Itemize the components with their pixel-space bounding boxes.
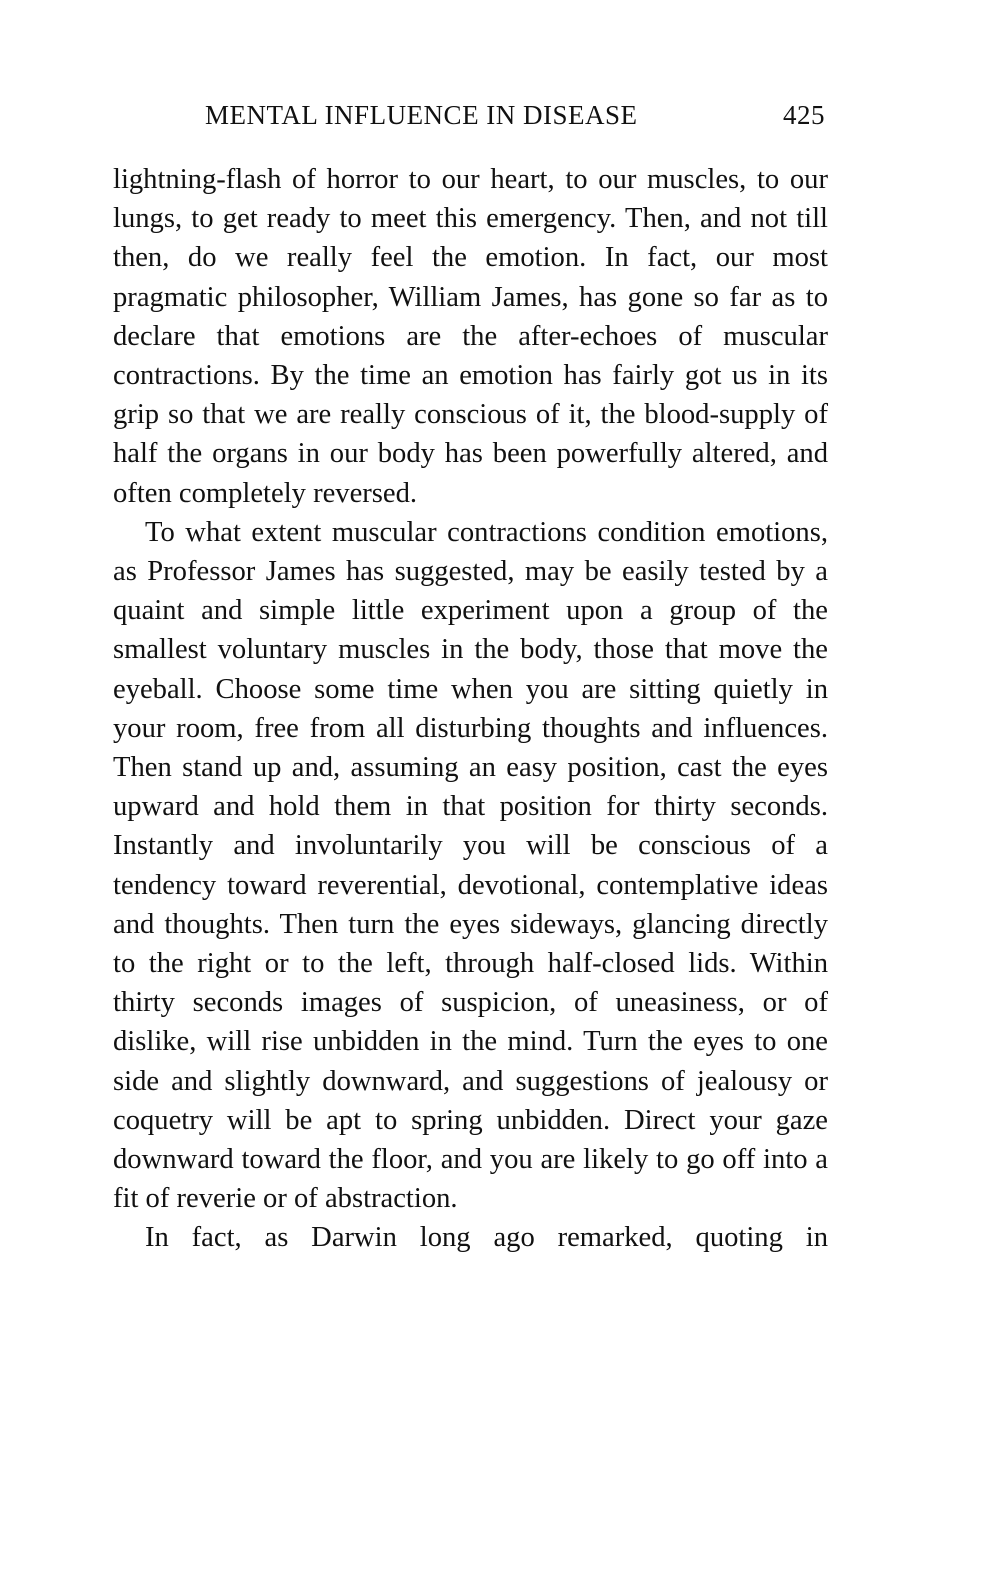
page-body: [113, 160, 828, 1258]
page-number: 425: [783, 100, 825, 130]
running-title: MENTAL INFLUENCE IN DISEASE: [205, 100, 638, 130]
paragraph: In fact, as Darwin long ago remarked, quoting in: [145, 1222, 828, 1254]
paragraph: To what extent muscular contractions condition emotions, as Professor James has suggested, may be easily tested by a quaint and simple little experiment upon a group of the smallest voluntary muscles in the body, those that move the eyeball. Choose some time when you are sitting quietly in your room, free from all disturbing thoughts and influences. Then stand up and, assuming an easy position, cast the eyes upward and hold them in that position for thirty seconds. Instantly and involuntarily you will be conscious of a tendency toward reverential, devotional, contemplative ideas and thoughts. Then turn the eyes sideways, glancing directly to the right or to the left, through half-closed lids. Within thirty seconds images of suspicion, of uneasiness, or of dislike, will rise unbidden in the mind. Turn the eyes to one side and slightly downward, and suggestions of jealousy or coquetry will be apt to spring unbidden. Direct your gaze downward toward the floor, and you are likely to go off into a fit of reverie or of abstraction.: [113, 516, 828, 1215]
paragraph: lightning-flash of horror to our heart, to our muscles, to our lungs, to get ready to meet this emergency. Then, and not till then, do we really feel the emotion. In fact, our most pragmatic philosopher, William James, has gone so far as to declare that emotions are the after-echoes of muscular contractions. By the time an emotion has fairly got us in its grip so that we are really conscious of it, the blood-supply of half the organs in our body has been powerfully altered, and often completely reversed.: [113, 164, 828, 509]
